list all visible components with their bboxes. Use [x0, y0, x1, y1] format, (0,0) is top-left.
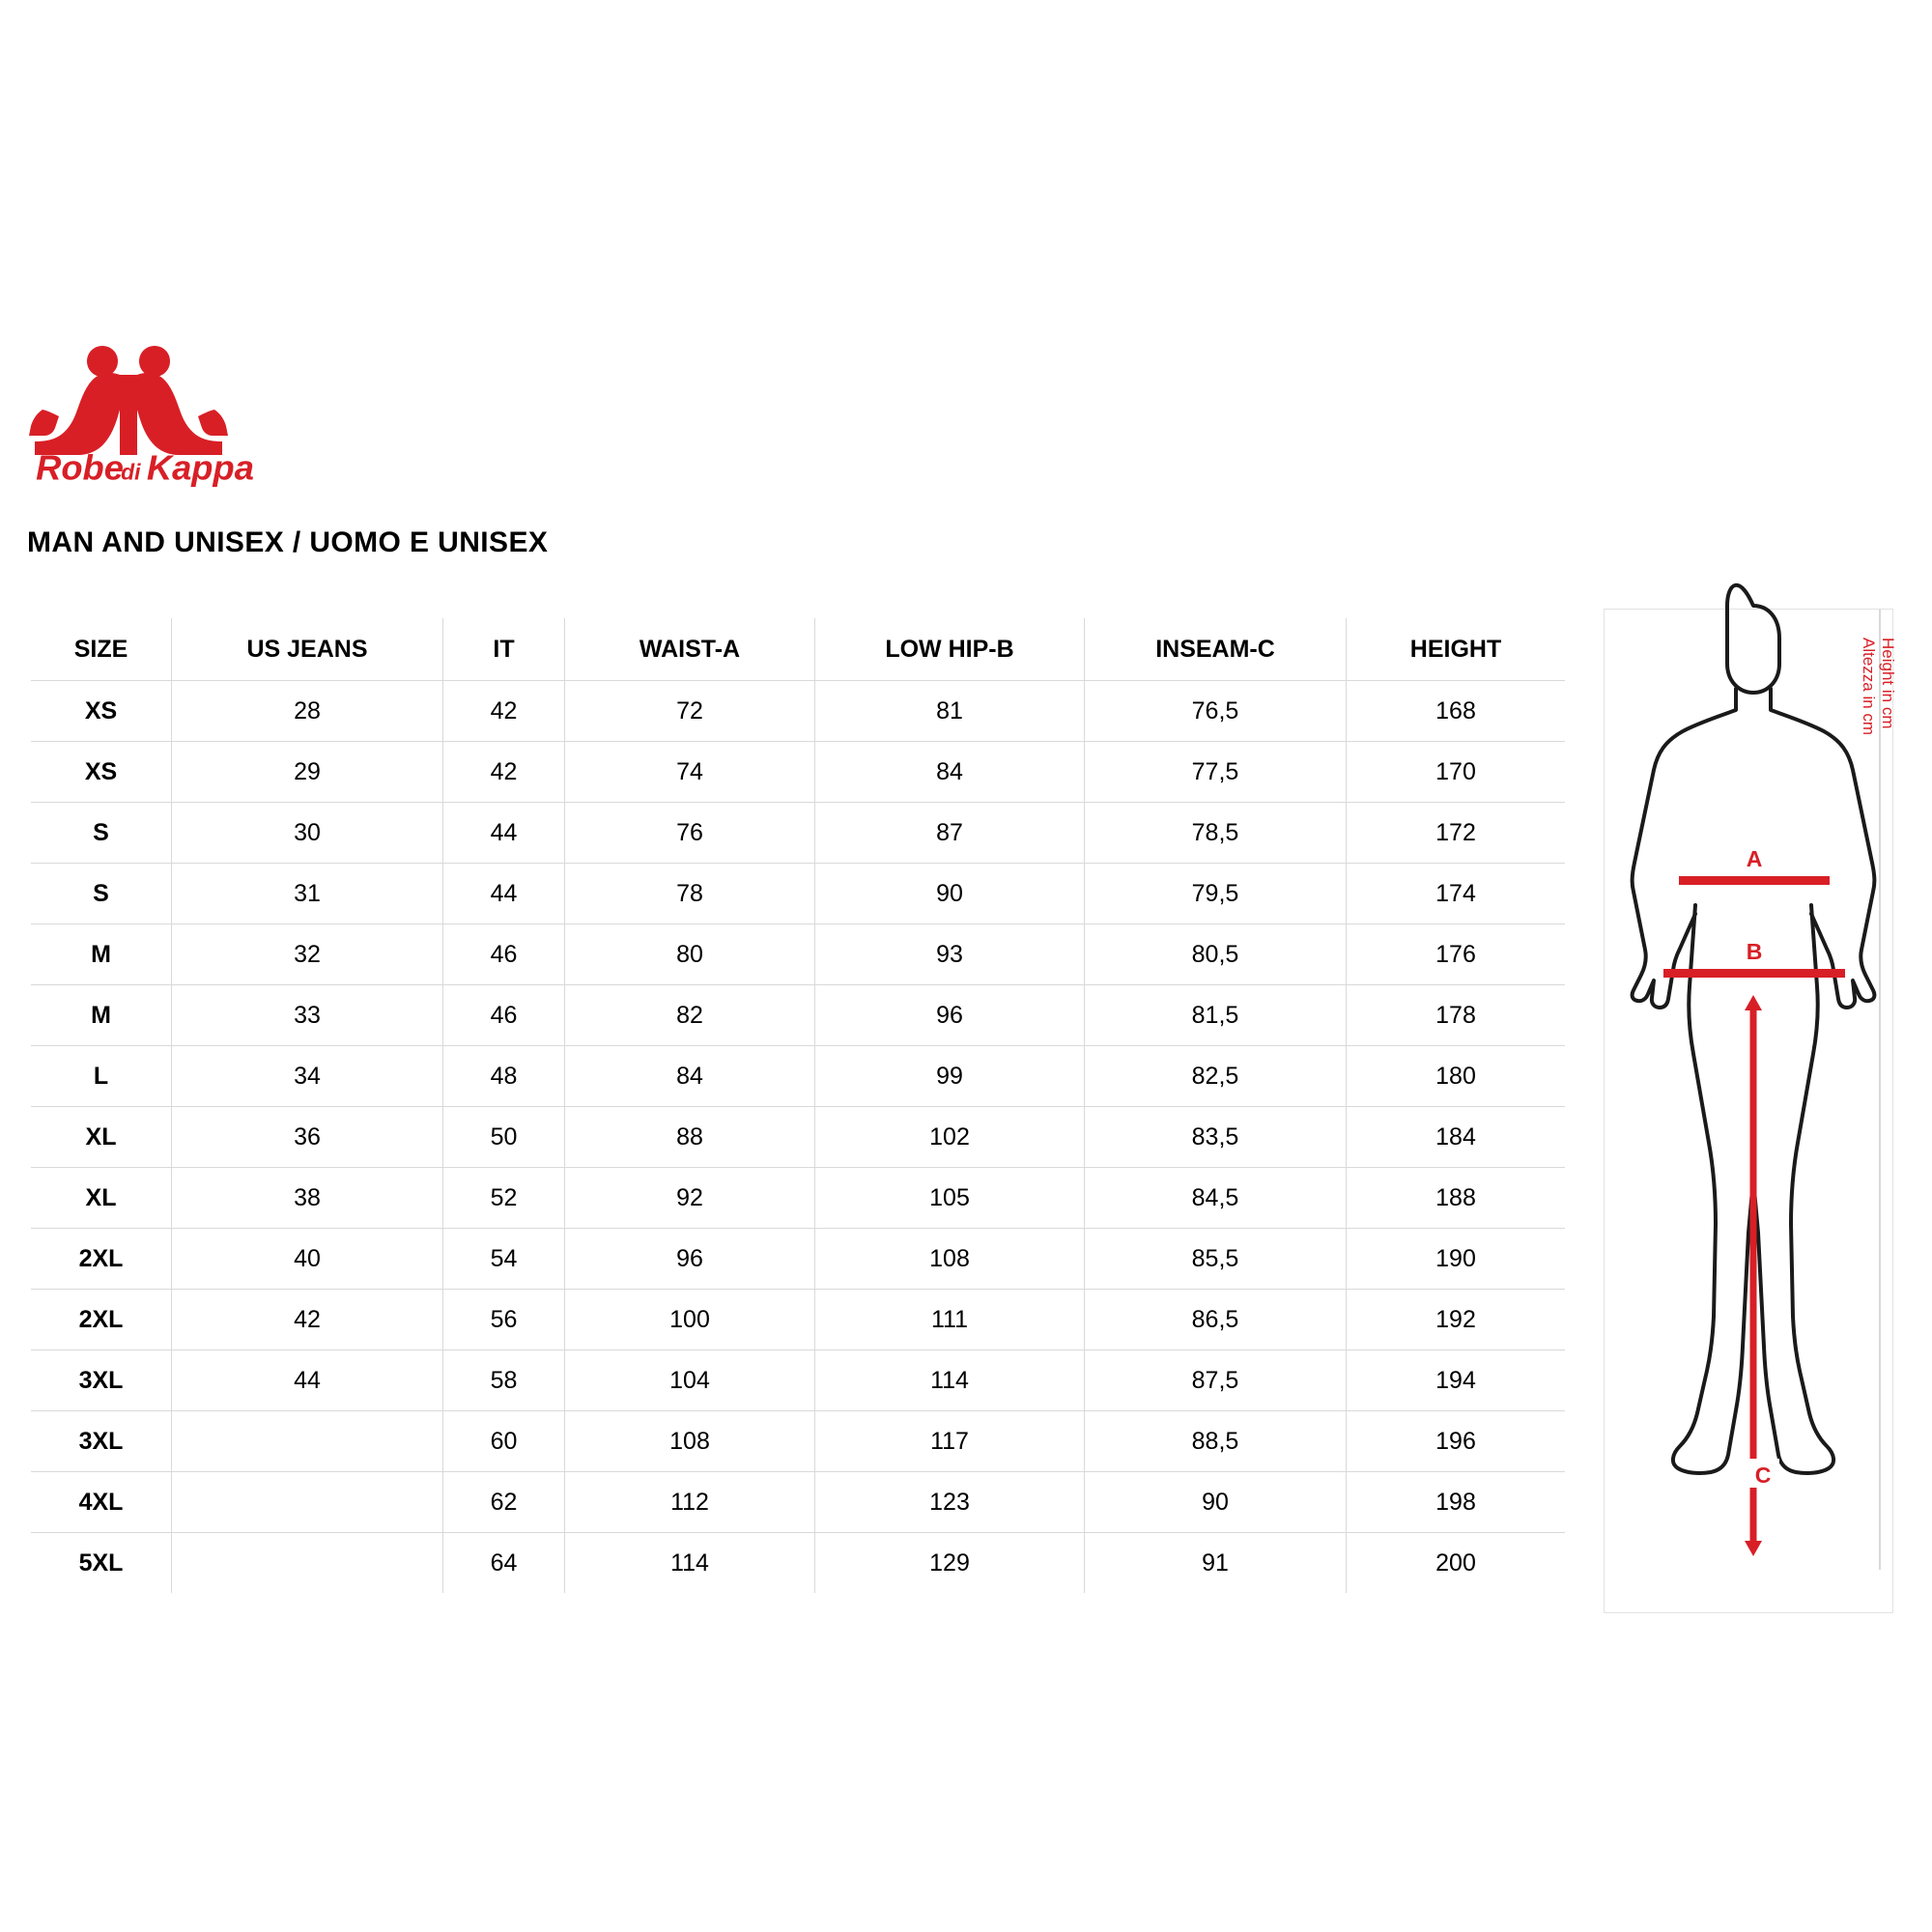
cell-waist: 84: [565, 1046, 815, 1107]
table-row: [31, 1472, 1565, 1533]
cell-it: 48: [443, 1046, 565, 1107]
table-row: [31, 1107, 1565, 1168]
table-row: [31, 681, 1565, 742]
cell-low-hip: 84: [815, 742, 1085, 803]
cell-size: 3XL: [31, 1411, 172, 1472]
table-row: [31, 1290, 1565, 1350]
cell-it: 56: [443, 1290, 565, 1350]
cell-low-hip: 129: [815, 1533, 1085, 1594]
svg-text:A: A: [1746, 846, 1763, 871]
cell-height: 194: [1347, 1350, 1566, 1411]
cell-it: 62: [443, 1472, 565, 1533]
cell-waist: 74: [565, 742, 815, 803]
cell-height: 190: [1347, 1229, 1566, 1290]
cell-inseam: 83,5: [1085, 1107, 1347, 1168]
cell-waist: 88: [565, 1107, 815, 1168]
cell-inseam: 77,5: [1085, 742, 1347, 803]
cell-height: 174: [1347, 864, 1566, 924]
cell-inseam: 82,5: [1085, 1046, 1347, 1107]
column-header-it: IT: [443, 618, 565, 681]
cell-height: 198: [1347, 1472, 1566, 1533]
cell-size: XL: [31, 1107, 172, 1168]
cell-us-jeans: 31: [172, 864, 443, 924]
cell-height: 196: [1347, 1411, 1566, 1472]
table-row: [31, 803, 1565, 864]
cell-waist: 96: [565, 1229, 815, 1290]
cell-us-jeans: 38: [172, 1168, 443, 1229]
brand-logo: [27, 340, 307, 495]
waist-marker-a: [1679, 846, 1830, 885]
table-row: [31, 1350, 1565, 1411]
cell-inseam: 81,5: [1085, 985, 1347, 1046]
height-axis-label: [1859, 638, 1897, 735]
cell-us-jeans: 30: [172, 803, 443, 864]
cell-us-jeans: 36: [172, 1107, 443, 1168]
cell-waist: 82: [565, 985, 815, 1046]
column-header-height: HEIGHT: [1347, 618, 1566, 681]
cell-inseam: 78,5: [1085, 803, 1347, 864]
cell-height: 170: [1347, 742, 1566, 803]
height-label-it: Altezza in cm: [1860, 638, 1878, 736]
column-header-low-hip-b: LOW HIP-B: [815, 618, 1085, 681]
cell-size: M: [31, 924, 172, 985]
cell-inseam: 79,5: [1085, 864, 1347, 924]
svg-text:Kappa: Kappa: [146, 448, 254, 488]
cell-it: 42: [443, 742, 565, 803]
cell-height: 192: [1347, 1290, 1566, 1350]
cell-height: 188: [1347, 1168, 1566, 1229]
cell-us-jeans: 29: [172, 742, 443, 803]
robe-di-kappa-wordmark: [30, 448, 300, 491]
cell-it: 46: [443, 924, 565, 985]
cell-low-hip: 96: [815, 985, 1085, 1046]
table-row: [31, 1168, 1565, 1229]
size-chart-table: [31, 618, 1565, 1593]
cell-us-jeans: 28: [172, 681, 443, 742]
cell-height: 180: [1347, 1046, 1566, 1107]
table-body: [31, 681, 1565, 1594]
cell-low-hip: 111: [815, 1290, 1085, 1350]
cell-low-hip: 87: [815, 803, 1085, 864]
cell-waist: 80: [565, 924, 815, 985]
table-row: [31, 864, 1565, 924]
cell-inseam: 88,5: [1085, 1411, 1347, 1472]
cell-low-hip: 105: [815, 1168, 1085, 1229]
cell-height: 172: [1347, 803, 1566, 864]
svg-text:C: C: [1754, 1463, 1772, 1488]
table-row: [31, 1229, 1565, 1290]
cell-height: 168: [1347, 681, 1566, 742]
cell-us-jeans: 44: [172, 1350, 443, 1411]
table-row: [31, 985, 1565, 1046]
cell-it: 58: [443, 1350, 565, 1411]
cell-it: 44: [443, 803, 565, 864]
cell-low-hip: 114: [815, 1350, 1085, 1411]
table-header: [31, 618, 1565, 681]
svg-text:Robe: Robe: [36, 448, 124, 488]
cell-low-hip: 102: [815, 1107, 1085, 1168]
cell-it: 42: [443, 681, 565, 742]
column-header-waist-a: WAIST-A: [565, 618, 815, 681]
cell-waist: 108: [565, 1411, 815, 1472]
cell-inseam: 86,5: [1085, 1290, 1347, 1350]
height-label-en: Height in cm: [1879, 638, 1897, 729]
cell-inseam: 87,5: [1085, 1350, 1347, 1411]
cell-waist: 78: [565, 864, 815, 924]
cell-us-jeans: [172, 1411, 443, 1472]
column-header-size: SIZE: [31, 618, 172, 681]
cell-height: 178: [1347, 985, 1566, 1046]
cell-low-hip: 108: [815, 1229, 1085, 1290]
cell-it: 50: [443, 1107, 565, 1168]
cell-low-hip: 117: [815, 1411, 1085, 1472]
cell-size: 3XL: [31, 1350, 172, 1411]
cell-height: 176: [1347, 924, 1566, 985]
cell-low-hip: 90: [815, 864, 1085, 924]
cell-height: 184: [1347, 1107, 1566, 1168]
cell-waist: 72: [565, 681, 815, 742]
cell-waist: 114: [565, 1533, 815, 1594]
cell-inseam: 76,5: [1085, 681, 1347, 742]
cell-us-jeans: 34: [172, 1046, 443, 1107]
table-row: [31, 1411, 1565, 1472]
cell-inseam: 85,5: [1085, 1229, 1347, 1290]
cell-waist: 76: [565, 803, 815, 864]
cell-height: 200: [1347, 1533, 1566, 1594]
svg-text:B: B: [1746, 939, 1763, 964]
cell-size: XS: [31, 681, 172, 742]
cell-size: XL: [31, 1168, 172, 1229]
cell-size: 5XL: [31, 1533, 172, 1594]
cell-inseam: 84,5: [1085, 1168, 1347, 1229]
page-title: MAN AND UNISEX / UOMO E UNISEX: [27, 526, 549, 558]
table-header-row: [31, 618, 1565, 681]
kappa-figures-icon: [27, 340, 307, 456]
cell-waist: 100: [565, 1290, 815, 1350]
svg-text:di: di: [121, 459, 141, 485]
cell-low-hip: 93: [815, 924, 1085, 985]
cell-it: 64: [443, 1533, 565, 1594]
cell-size: L: [31, 1046, 172, 1107]
cell-us-jeans: [172, 1472, 443, 1533]
table-row: [31, 1046, 1565, 1107]
cell-it: 60: [443, 1411, 565, 1472]
cell-size: XS: [31, 742, 172, 803]
cell-us-jeans: 40: [172, 1229, 443, 1290]
cell-size: 2XL: [31, 1290, 172, 1350]
cell-size: 4XL: [31, 1472, 172, 1533]
cell-size: 2XL: [31, 1229, 172, 1290]
cell-waist: 104: [565, 1350, 815, 1411]
cell-waist: 92: [565, 1168, 815, 1229]
cell-low-hip: 123: [815, 1472, 1085, 1533]
cell-inseam: 91: [1085, 1533, 1347, 1594]
column-header-inseam-c: INSEAM-C: [1085, 618, 1347, 681]
column-header-us-jeans: US JEANS: [172, 618, 443, 681]
cell-it: 54: [443, 1229, 565, 1290]
table-row: [31, 742, 1565, 803]
cell-size: M: [31, 985, 172, 1046]
cell-inseam: 90: [1085, 1472, 1347, 1533]
cell-us-jeans: 32: [172, 924, 443, 985]
cell-waist: 112: [565, 1472, 815, 1533]
cell-size: S: [31, 803, 172, 864]
table-row: [31, 1533, 1565, 1594]
cell-inseam: 80,5: [1085, 924, 1347, 985]
cell-it: 52: [443, 1168, 565, 1229]
cell-size: S: [31, 864, 172, 924]
table-row: [31, 924, 1565, 985]
cell-us-jeans: 33: [172, 985, 443, 1046]
cell-low-hip: 81: [815, 681, 1085, 742]
cell-low-hip: 99: [815, 1046, 1085, 1107]
cell-it: 46: [443, 985, 565, 1046]
cell-us-jeans: 42: [172, 1290, 443, 1350]
measurement-figure-panel: [1604, 565, 1903, 1618]
cell-us-jeans: [172, 1533, 443, 1594]
cell-it: 44: [443, 864, 565, 924]
